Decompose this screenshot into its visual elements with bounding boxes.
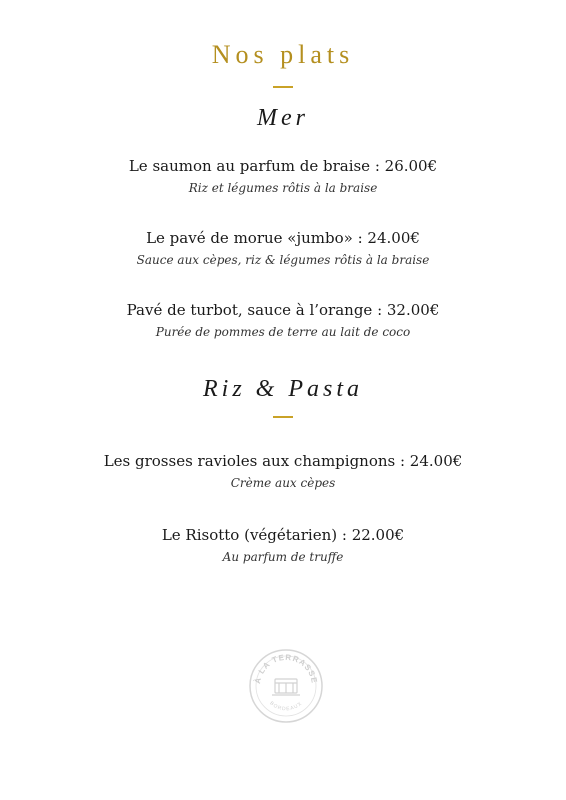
dish-name: Le pavé de morue «jumbo» : 24.00€ <box>146 229 420 247</box>
dish-description: Sauce aux cèpes, riz & légumes rôtis à la braise <box>136 253 430 267</box>
title-divider <box>273 86 293 88</box>
dish-description: Au parfum de truffe <box>222 550 344 564</box>
svg-text:BORDEAUX <box>268 700 303 712</box>
dish-description: Crème aux cèpes <box>230 476 336 490</box>
dish-name: Le saumon au parfum de braise : 26.00€ <box>128 157 438 175</box>
dish-description: Purée de pommes de terre au lait de coco <box>155 325 411 339</box>
menu-title: Nos plats <box>211 40 355 69</box>
dish-description: Riz et légumes rôtis à la braise <box>188 181 378 195</box>
section-heading-riz-pasta: Riz & Pasta <box>202 376 363 402</box>
section-divider <box>273 416 293 418</box>
section-heading-mer: Mer <box>257 105 309 131</box>
logo-text-bottom: BORDEAUX <box>268 700 304 713</box>
terrace-icon <box>272 679 300 695</box>
dish-name: Les grosses ravioles aux champignons : 24.00€ <box>103 452 463 470</box>
restaurant-logo-seal <box>248 648 324 724</box>
logo-text-top: À LA TERRASSE <box>252 652 319 685</box>
dish-name: Le Risotto (végétarien) : 22.00€ <box>161 526 405 544</box>
dish-name: Pavé de turbot, sauce à l’orange : 32.00€ <box>126 301 440 319</box>
